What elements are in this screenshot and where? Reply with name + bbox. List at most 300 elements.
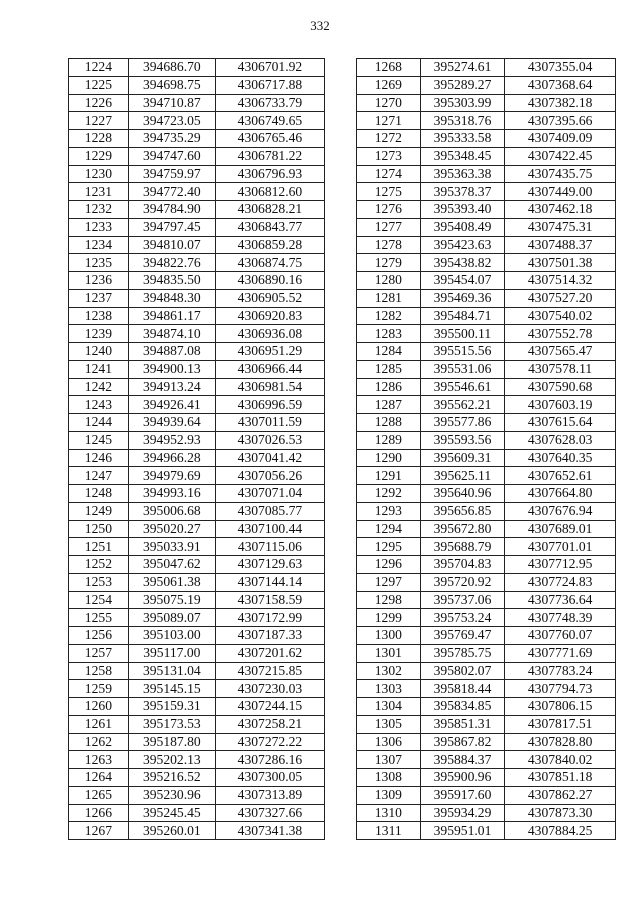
- x-coordinate-cell: 394772.40: [128, 183, 215, 201]
- point-number-cell: 1266: [69, 804, 129, 822]
- table-row: [357, 165, 616, 183]
- table-row: [69, 94, 325, 112]
- point-number-cell: 1270: [357, 94, 421, 112]
- x-coordinate-cell: 395785.75: [420, 644, 505, 662]
- table-row: [69, 644, 325, 662]
- x-coordinate-cell: 394926.41: [128, 396, 215, 414]
- x-coordinate-cell: 395173.53: [128, 715, 215, 733]
- y-coordinate-cell: 4307884.25: [505, 822, 616, 840]
- table-row: [69, 449, 325, 467]
- x-coordinate-cell: 395187.80: [128, 733, 215, 751]
- y-coordinate-cell: 4307100.44: [215, 520, 324, 538]
- point-number-cell: 1294: [357, 520, 421, 538]
- table-row: [357, 360, 616, 378]
- y-coordinate-cell: 4307701.01: [505, 538, 616, 556]
- x-coordinate-cell: 395216.52: [128, 769, 215, 787]
- x-coordinate-cell: 394747.60: [128, 147, 215, 165]
- table-row: [357, 343, 616, 361]
- y-coordinate-cell: 4306796.93: [215, 165, 324, 183]
- x-coordinate-cell: 395089.07: [128, 609, 215, 627]
- x-coordinate-cell: 394686.70: [128, 59, 215, 77]
- table-row: [357, 644, 616, 662]
- x-coordinate-cell: 395753.24: [420, 609, 505, 627]
- y-coordinate-cell: 4306951.29: [215, 343, 324, 361]
- table-row: [357, 467, 616, 485]
- x-coordinate-cell: 394822.76: [128, 254, 215, 272]
- table-row: [69, 112, 325, 130]
- y-coordinate-cell: 4307449.00: [505, 183, 616, 201]
- x-coordinate-cell: 395546.61: [420, 378, 505, 396]
- table-row: [357, 76, 616, 94]
- point-number-cell: 1310: [357, 804, 421, 822]
- y-coordinate-cell: 4307514.32: [505, 272, 616, 290]
- point-number-cell: 1293: [357, 502, 421, 520]
- y-coordinate-cell: 4307565.47: [505, 343, 616, 361]
- y-coordinate-cell: 4307771.69: [505, 644, 616, 662]
- y-coordinate-cell: 4307115.06: [215, 538, 324, 556]
- x-coordinate-cell: 395500.11: [420, 325, 505, 343]
- table-row: [357, 396, 616, 414]
- x-coordinate-cell: 395625.11: [420, 467, 505, 485]
- coordinates-table-body: [357, 59, 616, 840]
- x-coordinate-cell: 395515.56: [420, 343, 505, 361]
- point-number-cell: 1229: [69, 147, 129, 165]
- table-row: [69, 378, 325, 396]
- x-coordinate-cell: 394966.28: [128, 449, 215, 467]
- point-number-cell: 1280: [357, 272, 421, 290]
- x-coordinate-cell: 394735.29: [128, 130, 215, 148]
- y-coordinate-cell: 4307748.39: [505, 609, 616, 627]
- y-coordinate-cell: 4307041.42: [215, 449, 324, 467]
- y-coordinate-cell: 4306981.54: [215, 378, 324, 396]
- point-number-cell: 1275: [357, 183, 421, 201]
- x-coordinate-cell: 395577.86: [420, 414, 505, 432]
- table-row: [357, 325, 616, 343]
- y-coordinate-cell: 4307187.33: [215, 627, 324, 645]
- x-coordinate-cell: 395047.62: [128, 556, 215, 574]
- table-row: [357, 201, 616, 219]
- x-coordinate-cell: 395117.00: [128, 644, 215, 662]
- point-number-cell: 1240: [69, 343, 129, 361]
- x-coordinate-cell: 395260.01: [128, 822, 215, 840]
- x-coordinate-cell: 394913.24: [128, 378, 215, 396]
- x-coordinate-cell: 395075.19: [128, 591, 215, 609]
- y-coordinate-cell: 4307313.89: [215, 786, 324, 804]
- point-number-cell: 1272: [357, 130, 421, 148]
- x-coordinate-cell: 394874.10: [128, 325, 215, 343]
- table-row: [357, 520, 616, 538]
- table-row: [69, 272, 325, 290]
- y-coordinate-cell: 4307760.07: [505, 627, 616, 645]
- table-row: [69, 76, 325, 94]
- x-coordinate-cell: 395202.13: [128, 751, 215, 769]
- y-coordinate-cell: 4307341.38: [215, 822, 324, 840]
- table-row: [357, 218, 616, 236]
- point-number-cell: 1239: [69, 325, 129, 343]
- point-number-cell: 1231: [69, 183, 129, 201]
- table-row: [357, 822, 616, 840]
- table-row: [69, 360, 325, 378]
- point-number-cell: 1305: [357, 715, 421, 733]
- table-row: [357, 733, 616, 751]
- y-coordinate-cell: 4306966.44: [215, 360, 324, 378]
- x-coordinate-cell: 394797.45: [128, 218, 215, 236]
- point-number-cell: 1277: [357, 218, 421, 236]
- point-number-cell: 1302: [357, 662, 421, 680]
- table-row: [357, 307, 616, 325]
- table-row: [69, 325, 325, 343]
- x-coordinate-cell: 395609.31: [420, 449, 505, 467]
- point-number-cell: 1247: [69, 467, 129, 485]
- x-coordinate-cell: 395562.21: [420, 396, 505, 414]
- y-coordinate-cell: 4306781.22: [215, 147, 324, 165]
- y-coordinate-cell: 4306765.46: [215, 130, 324, 148]
- point-number-cell: 1298: [357, 591, 421, 609]
- table-row: [69, 698, 325, 716]
- point-number-cell: 1233: [69, 218, 129, 236]
- table-row: [69, 396, 325, 414]
- table-row: [357, 573, 616, 591]
- point-number-cell: 1263: [69, 751, 129, 769]
- x-coordinate-cell: 395408.49: [420, 218, 505, 236]
- y-coordinate-cell: 4307652.61: [505, 467, 616, 485]
- table-row: [357, 289, 616, 307]
- point-number-cell: 1234: [69, 236, 129, 254]
- point-number-cell: 1253: [69, 573, 129, 591]
- y-coordinate-cell: 4307382.18: [505, 94, 616, 112]
- point-number-cell: 1282: [357, 307, 421, 325]
- table-row: [357, 751, 616, 769]
- point-number-cell: 1296: [357, 556, 421, 574]
- x-coordinate-cell: 395818.44: [420, 680, 505, 698]
- x-coordinate-cell: 394810.07: [128, 236, 215, 254]
- table-row: [357, 556, 616, 574]
- x-coordinate-cell: 395333.58: [420, 130, 505, 148]
- y-coordinate-cell: 4307873.30: [505, 804, 616, 822]
- y-coordinate-cell: 4307840.02: [505, 751, 616, 769]
- point-number-cell: 1271: [357, 112, 421, 130]
- y-coordinate-cell: 4306936.08: [215, 325, 324, 343]
- table-row: [69, 130, 325, 148]
- table-row: [69, 165, 325, 183]
- point-number-cell: 1281: [357, 289, 421, 307]
- y-coordinate-cell: 4307736.64: [505, 591, 616, 609]
- point-number-cell: 1261: [69, 715, 129, 733]
- point-number-cell: 1246: [69, 449, 129, 467]
- x-coordinate-cell: 395802.07: [420, 662, 505, 680]
- y-coordinate-cell: 4307368.64: [505, 76, 616, 94]
- y-coordinate-cell: 4306859.28: [215, 236, 324, 254]
- point-number-cell: 1260: [69, 698, 129, 716]
- y-coordinate-cell: 4307422.45: [505, 147, 616, 165]
- table-row: [69, 627, 325, 645]
- table-row: [357, 591, 616, 609]
- y-coordinate-cell: 4306920.83: [215, 307, 324, 325]
- y-coordinate-cell: 4307409.09: [505, 130, 616, 148]
- y-coordinate-cell: 4307664.80: [505, 485, 616, 503]
- x-coordinate-cell: 395917.60: [420, 786, 505, 804]
- x-coordinate-cell: 395454.07: [420, 272, 505, 290]
- table-row: [69, 715, 325, 733]
- x-coordinate-cell: 395230.96: [128, 786, 215, 804]
- x-coordinate-cell: 395737.06: [420, 591, 505, 609]
- point-number-cell: 1226: [69, 94, 129, 112]
- y-coordinate-cell: 4307615.64: [505, 414, 616, 432]
- y-coordinate-cell: 4306996.59: [215, 396, 324, 414]
- table-row: [357, 59, 616, 77]
- y-coordinate-cell: 4306890.16: [215, 272, 324, 290]
- coordinates-table-right: [356, 58, 616, 840]
- point-number-cell: 1242: [69, 378, 129, 396]
- x-coordinate-cell: 395884.37: [420, 751, 505, 769]
- table-row: [357, 183, 616, 201]
- y-coordinate-cell: 4307327.66: [215, 804, 324, 822]
- table-row: [357, 112, 616, 130]
- x-coordinate-cell: 395951.01: [420, 822, 505, 840]
- point-number-cell: 1256: [69, 627, 129, 645]
- y-coordinate-cell: 4306749.65: [215, 112, 324, 130]
- point-number-cell: 1278: [357, 236, 421, 254]
- y-coordinate-cell: 4307828.80: [505, 733, 616, 751]
- y-coordinate-cell: 4307085.77: [215, 502, 324, 520]
- x-coordinate-cell: 395834.85: [420, 698, 505, 716]
- table-row: [69, 289, 325, 307]
- x-coordinate-cell: 395656.85: [420, 502, 505, 520]
- point-number-cell: 1264: [69, 769, 129, 787]
- y-coordinate-cell: 4307071.04: [215, 485, 324, 503]
- table-row: [357, 627, 616, 645]
- x-coordinate-cell: 395934.29: [420, 804, 505, 822]
- point-number-cell: 1262: [69, 733, 129, 751]
- table-row: [69, 218, 325, 236]
- table-row: [69, 591, 325, 609]
- point-number-cell: 1254: [69, 591, 129, 609]
- point-number-cell: 1257: [69, 644, 129, 662]
- x-coordinate-cell: 394861.17: [128, 307, 215, 325]
- point-number-cell: 1225: [69, 76, 129, 94]
- y-coordinate-cell: 4307640.35: [505, 449, 616, 467]
- x-coordinate-cell: 395318.76: [420, 112, 505, 130]
- table-row: [357, 485, 616, 503]
- point-number-cell: 1236: [69, 272, 129, 290]
- coordinates-table-left: [68, 58, 325, 840]
- y-coordinate-cell: 4306828.21: [215, 201, 324, 219]
- table-row: [69, 573, 325, 591]
- point-number-cell: 1286: [357, 378, 421, 396]
- point-number-cell: 1230: [69, 165, 129, 183]
- x-coordinate-cell: 395393.40: [420, 201, 505, 219]
- y-coordinate-cell: 4307806.15: [505, 698, 616, 716]
- point-number-cell: 1290: [357, 449, 421, 467]
- y-coordinate-cell: 4307300.05: [215, 769, 324, 787]
- y-coordinate-cell: 4307172.99: [215, 609, 324, 627]
- point-number-cell: 1269: [357, 76, 421, 94]
- y-coordinate-cell: 4307230.03: [215, 680, 324, 698]
- x-coordinate-cell: 395363.38: [420, 165, 505, 183]
- point-number-cell: 1279: [357, 254, 421, 272]
- y-coordinate-cell: 4307272.22: [215, 733, 324, 751]
- y-coordinate-cell: 4307578.11: [505, 360, 616, 378]
- point-number-cell: 1300: [357, 627, 421, 645]
- y-coordinate-cell: 4306733.79: [215, 94, 324, 112]
- table-row: [357, 769, 616, 787]
- table-row: [357, 609, 616, 627]
- x-coordinate-cell: 395423.63: [420, 236, 505, 254]
- point-number-cell: 1252: [69, 556, 129, 574]
- y-coordinate-cell: 4307355.04: [505, 59, 616, 77]
- y-coordinate-cell: 4307011.59: [215, 414, 324, 432]
- x-coordinate-cell: 395469.36: [420, 289, 505, 307]
- y-coordinate-cell: 4307527.20: [505, 289, 616, 307]
- y-coordinate-cell: 4307129.63: [215, 556, 324, 574]
- table-row: [357, 538, 616, 556]
- table-row: [357, 786, 616, 804]
- point-number-cell: 1237: [69, 289, 129, 307]
- x-coordinate-cell: 394710.87: [128, 94, 215, 112]
- point-number-cell: 1244: [69, 414, 129, 432]
- point-number-cell: 1304: [357, 698, 421, 716]
- y-coordinate-cell: 4307794.73: [505, 680, 616, 698]
- x-coordinate-cell: 395061.38: [128, 573, 215, 591]
- point-number-cell: 1284: [357, 343, 421, 361]
- table-row: [357, 662, 616, 680]
- table-row: [357, 680, 616, 698]
- point-number-cell: 1301: [357, 644, 421, 662]
- table-row: [69, 786, 325, 804]
- x-coordinate-cell: 394900.13: [128, 360, 215, 378]
- x-coordinate-cell: 395900.96: [420, 769, 505, 787]
- x-coordinate-cell: 395704.83: [420, 556, 505, 574]
- x-coordinate-cell: 394993.16: [128, 485, 215, 503]
- y-coordinate-cell: 4307488.37: [505, 236, 616, 254]
- point-number-cell: 1307: [357, 751, 421, 769]
- point-number-cell: 1308: [357, 769, 421, 787]
- x-coordinate-cell: 394887.08: [128, 343, 215, 361]
- point-number-cell: 1287: [357, 396, 421, 414]
- point-number-cell: 1274: [357, 165, 421, 183]
- point-number-cell: 1224: [69, 59, 129, 77]
- x-coordinate-cell: 395006.68: [128, 502, 215, 520]
- x-coordinate-cell: 394952.93: [128, 431, 215, 449]
- y-coordinate-cell: 4307783.24: [505, 662, 616, 680]
- point-number-cell: 1241: [69, 360, 129, 378]
- table-row: [69, 414, 325, 432]
- y-coordinate-cell: 4307628.03: [505, 431, 616, 449]
- x-coordinate-cell: 394979.69: [128, 467, 215, 485]
- y-coordinate-cell: 4307540.02: [505, 307, 616, 325]
- coordinates-table-body: [69, 59, 325, 840]
- table-row: [357, 130, 616, 148]
- table-row: [357, 272, 616, 290]
- x-coordinate-cell: 395289.27: [420, 76, 505, 94]
- point-number-cell: 1311: [357, 822, 421, 840]
- table-row: [69, 520, 325, 538]
- x-coordinate-cell: 395484.71: [420, 307, 505, 325]
- table-row: [69, 538, 325, 556]
- y-coordinate-cell: 4307862.27: [505, 786, 616, 804]
- table-row: [357, 804, 616, 822]
- x-coordinate-cell: 395274.61: [420, 59, 505, 77]
- table-row: [69, 183, 325, 201]
- point-number-cell: 1283: [357, 325, 421, 343]
- x-coordinate-cell: 395159.31: [128, 698, 215, 716]
- table-row: [357, 698, 616, 716]
- x-coordinate-cell: 395688.79: [420, 538, 505, 556]
- x-coordinate-cell: 395438.82: [420, 254, 505, 272]
- x-coordinate-cell: 395769.47: [420, 627, 505, 645]
- table-row: [69, 556, 325, 574]
- y-coordinate-cell: 4307158.59: [215, 591, 324, 609]
- y-coordinate-cell: 4306905.52: [215, 289, 324, 307]
- point-number-cell: 1243: [69, 396, 129, 414]
- y-coordinate-cell: 4307475.31: [505, 218, 616, 236]
- y-coordinate-cell: 4307144.14: [215, 573, 324, 591]
- y-coordinate-cell: 4307712.95: [505, 556, 616, 574]
- y-coordinate-cell: 4307851.18: [505, 769, 616, 787]
- table-row: [357, 94, 616, 112]
- table-row: [69, 751, 325, 769]
- y-coordinate-cell: 4307056.26: [215, 467, 324, 485]
- table-row: [69, 680, 325, 698]
- table-row: [69, 467, 325, 485]
- table-row: [69, 769, 325, 787]
- x-coordinate-cell: 395640.96: [420, 485, 505, 503]
- table-row: [69, 804, 325, 822]
- y-coordinate-cell: 4306843.77: [215, 218, 324, 236]
- point-number-cell: 1227: [69, 112, 129, 130]
- page-number: 332: [310, 18, 330, 33]
- x-coordinate-cell: 394759.97: [128, 165, 215, 183]
- y-coordinate-cell: 4307724.83: [505, 573, 616, 591]
- table-row: [357, 254, 616, 272]
- x-coordinate-cell: 395593.56: [420, 431, 505, 449]
- point-number-cell: 1295: [357, 538, 421, 556]
- table-row: [69, 307, 325, 325]
- x-coordinate-cell: 394698.75: [128, 76, 215, 94]
- table-row: [69, 485, 325, 503]
- x-coordinate-cell: 394784.90: [128, 201, 215, 219]
- point-number-cell: 1250: [69, 520, 129, 538]
- y-coordinate-cell: 4307258.21: [215, 715, 324, 733]
- x-coordinate-cell: 395103.00: [128, 627, 215, 645]
- x-coordinate-cell: 395145.15: [128, 680, 215, 698]
- x-coordinate-cell: 395303.99: [420, 94, 505, 112]
- y-coordinate-cell: 4307689.01: [505, 520, 616, 538]
- table-row: [69, 662, 325, 680]
- table-row: [69, 609, 325, 627]
- point-number-cell: 1249: [69, 502, 129, 520]
- y-coordinate-cell: 4307244.15: [215, 698, 324, 716]
- point-number-cell: 1251: [69, 538, 129, 556]
- table-row: [357, 147, 616, 165]
- point-number-cell: 1309: [357, 786, 421, 804]
- y-coordinate-cell: 4307501.38: [505, 254, 616, 272]
- point-number-cell: 1232: [69, 201, 129, 219]
- x-coordinate-cell: 395378.37: [420, 183, 505, 201]
- table-row: [69, 733, 325, 751]
- y-coordinate-cell: 4307026.53: [215, 431, 324, 449]
- y-coordinate-cell: 4307201.62: [215, 644, 324, 662]
- point-number-cell: 1258: [69, 662, 129, 680]
- point-number-cell: 1289: [357, 431, 421, 449]
- table-row: [357, 378, 616, 396]
- point-number-cell: 1285: [357, 360, 421, 378]
- y-coordinate-cell: 4307215.85: [215, 662, 324, 680]
- x-coordinate-cell: 395033.91: [128, 538, 215, 556]
- point-number-cell: 1228: [69, 130, 129, 148]
- y-coordinate-cell: 4306717.88: [215, 76, 324, 94]
- x-coordinate-cell: 395131.04: [128, 662, 215, 680]
